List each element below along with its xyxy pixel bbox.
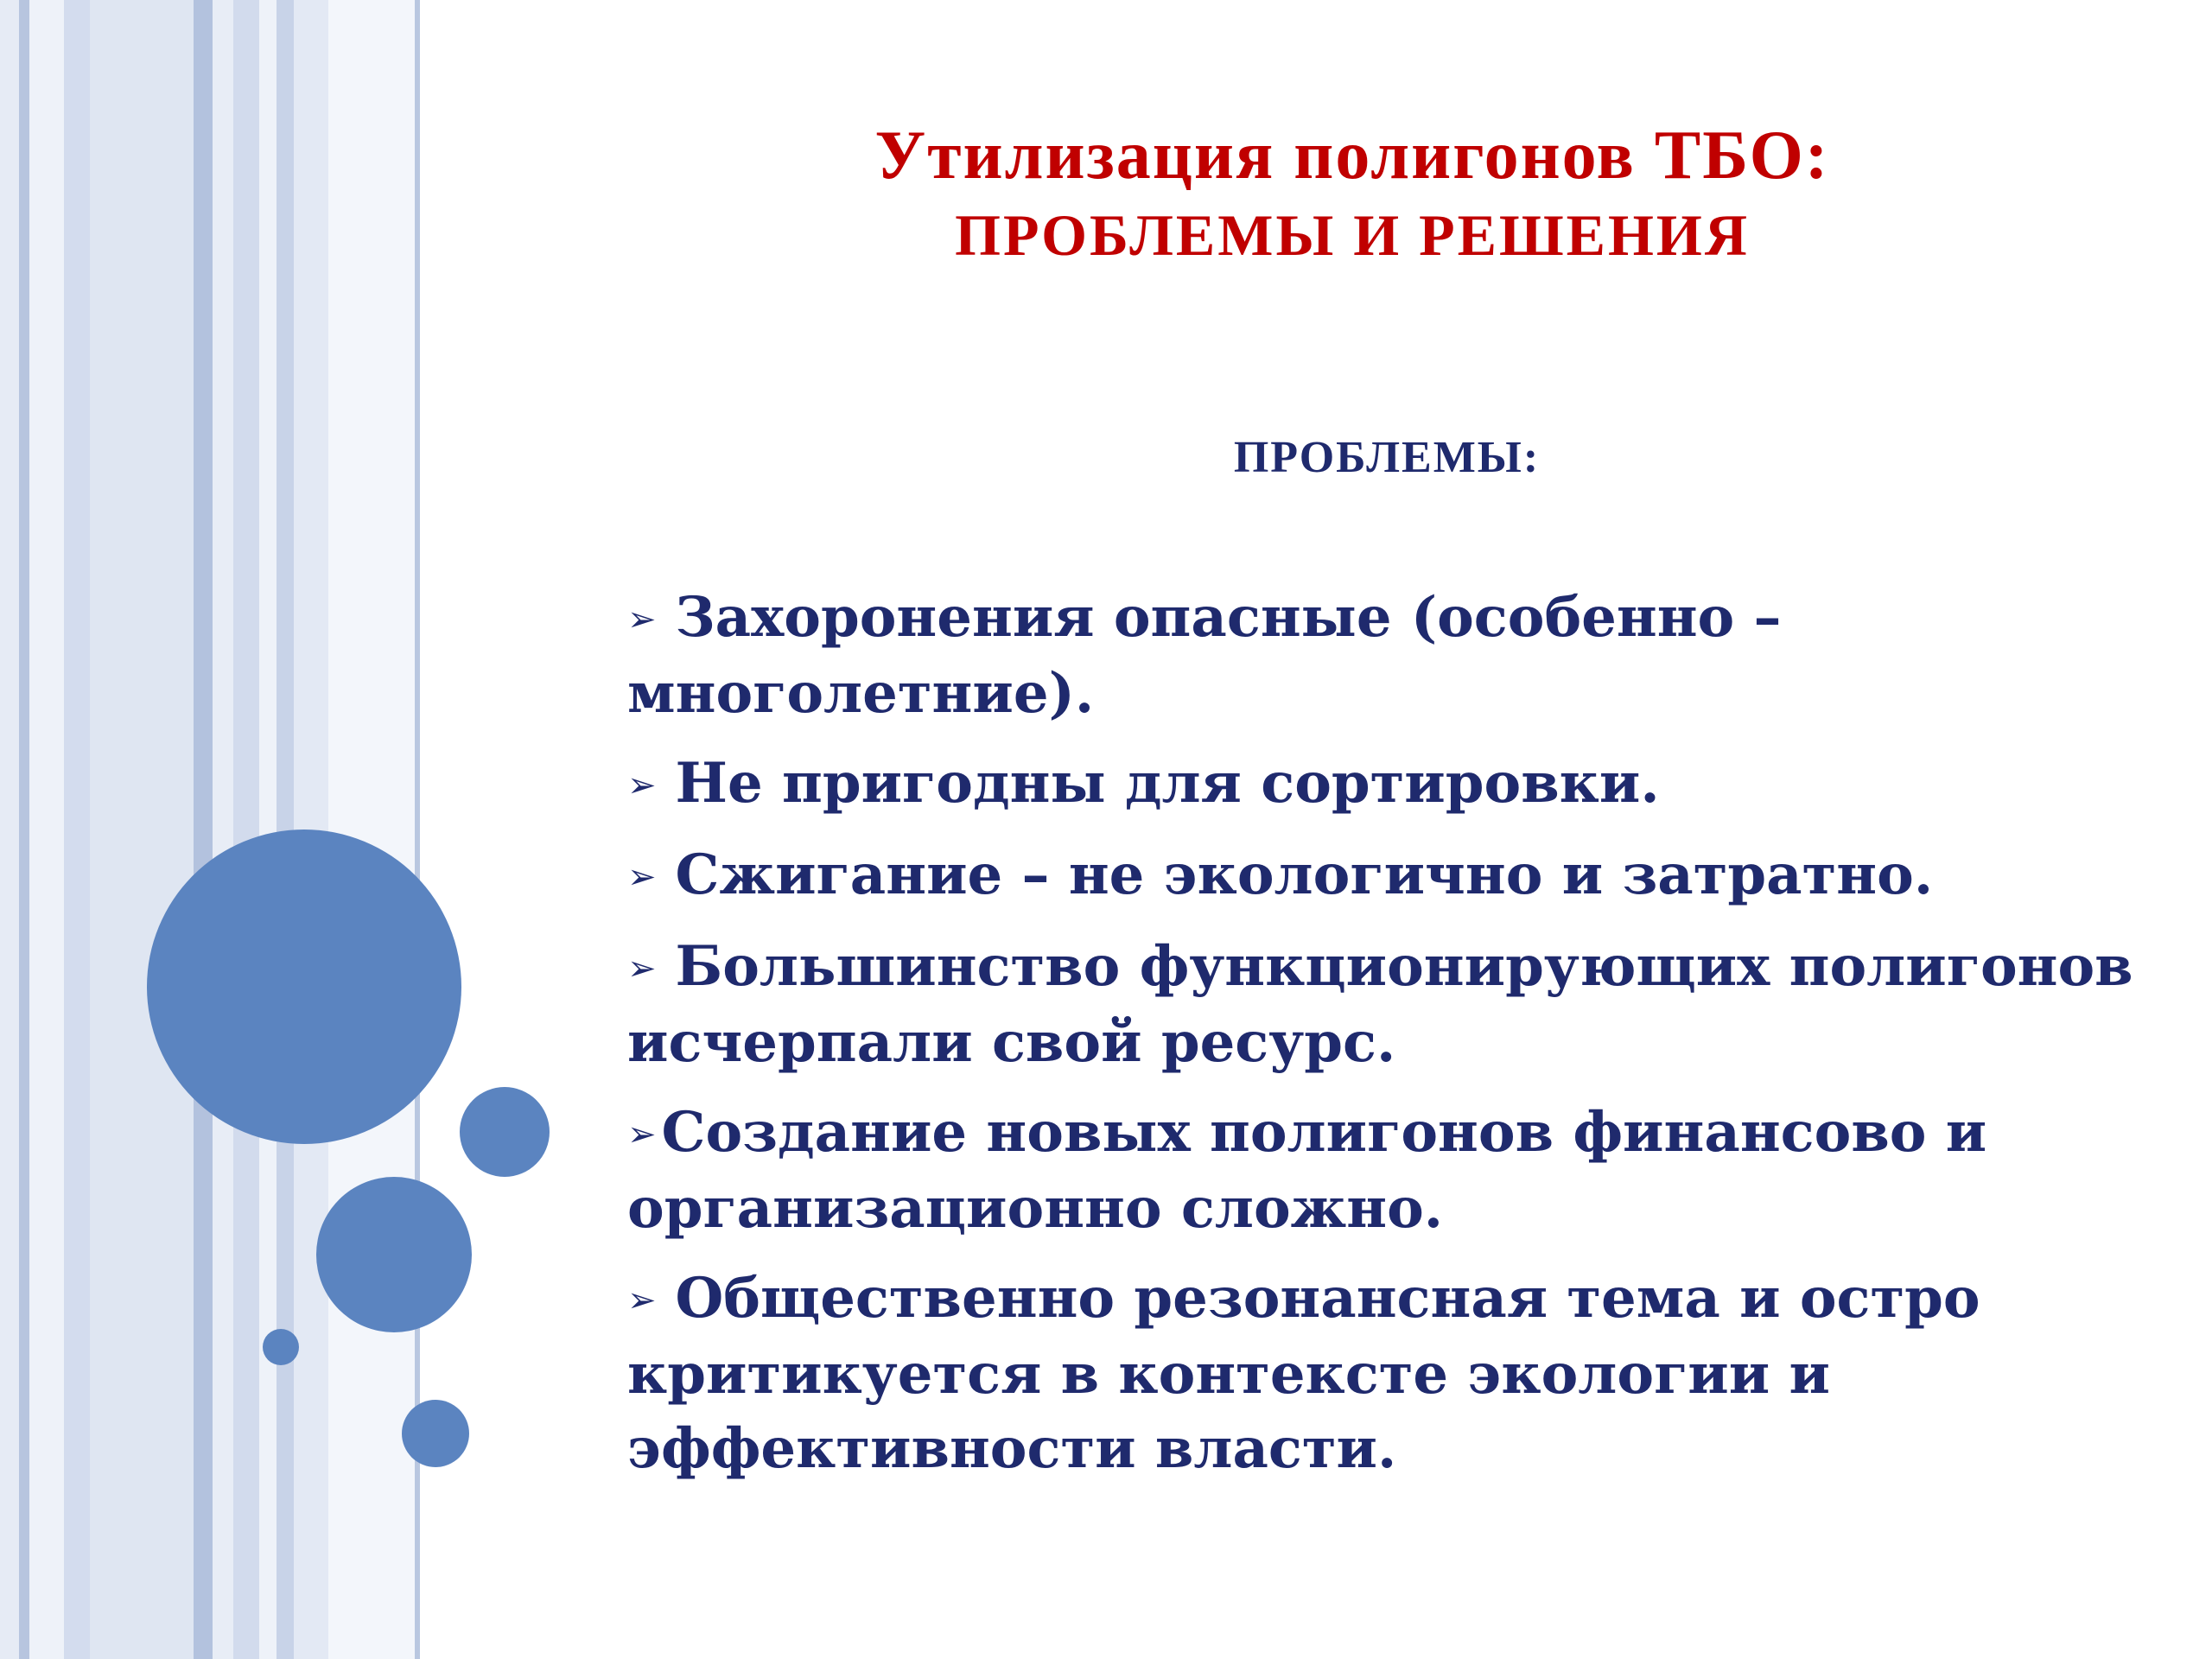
stripe — [259, 0, 276, 1659]
title-line-1: Утилизация полигонов ТБО: — [874, 118, 1830, 194]
arrow-bullet-icon: ➢ — [627, 949, 657, 988]
stripe — [90, 0, 194, 1659]
stripe — [328, 0, 415, 1659]
problems-list — [627, 581, 2183, 1502]
decorative-circle-medium — [316, 1177, 472, 1332]
arrow-bullet-icon: ➢ — [627, 766, 657, 805]
arrow-bullet-icon: ➢ — [627, 600, 657, 639]
list-item-text: Сжигание – не экологично и затратно. — [675, 842, 1934, 907]
list-item — [627, 1096, 2183, 1246]
list-item — [627, 930, 2183, 1080]
list-item-text: Не пригодны для сортировки. — [675, 751, 1660, 816]
list-item — [627, 581, 2183, 731]
decorative-circle-tiny — [263, 1329, 299, 1365]
list-item — [627, 838, 2183, 914]
arrow-bullet-icon: ➢ — [627, 857, 657, 897]
stripe — [233, 0, 259, 1659]
list-item — [627, 747, 2183, 823]
stripe — [213, 0, 233, 1659]
arrow-bullet-icon: ➢ — [627, 1281, 657, 1320]
arrow-bullet-icon: ➢ — [627, 1115, 657, 1154]
stripe — [0, 0, 19, 1659]
title-line-2: ПРОБЛЕМЫ И РЕШЕНИЯ — [955, 202, 1750, 268]
decorative-stripes — [0, 0, 432, 1659]
section-heading: ПРОБЛЕМЫ: — [1233, 433, 1541, 482]
list-item-text: Захоронения опасные (особенно – многолетние). — [627, 585, 1782, 726]
stripe — [19, 0, 29, 1659]
list-item-text: Общественно резонансная тема и остро критикуется в контексте экологии и эффективности власти. — [627, 1266, 1980, 1481]
stripe — [64, 0, 90, 1659]
decorative-circle-small — [460, 1087, 550, 1177]
stripe — [29, 0, 64, 1659]
slide-title — [605, 112, 2100, 272]
list-item-text: Создание новых полигонов финансово и организационно сложно. — [627, 1100, 1987, 1241]
stripe — [194, 0, 213, 1659]
list-item-text: Большинство функционирующих полигонов исчерпали свой ресурс. — [627, 934, 2133, 1075]
decorative-circle-small — [402, 1400, 469, 1467]
decorative-circle-large — [147, 830, 461, 1144]
list-item — [627, 1262, 2183, 1486]
